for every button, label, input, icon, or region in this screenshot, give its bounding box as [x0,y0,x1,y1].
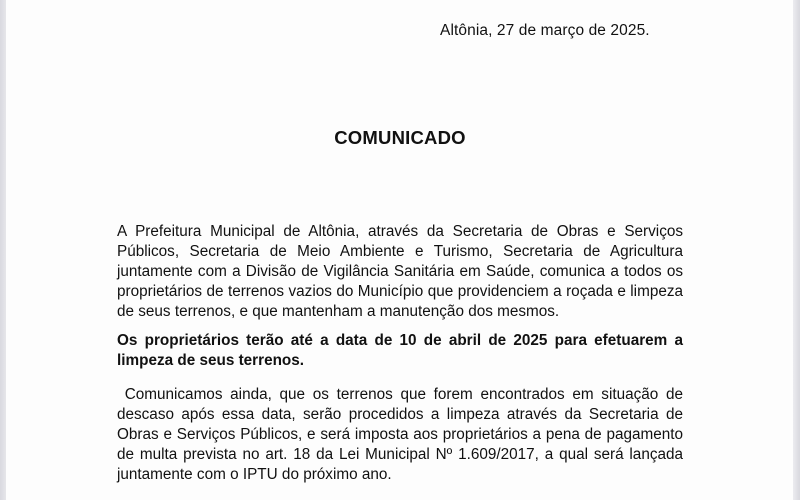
paragraph-penalty: Comunicamos ainda, que os terrenos que forem encontrados em situação de descaso após essa data, serão procedidos a limpeza através da Secretaria de Obras e Serviços Públicos, e será imposta aos proprietários a pena de pagamento de multa prevista no art. 18 da Lei Municipal Nº 1.609/2017, a qual será lançada juntamente com o IPTU do próximo ano. [117,386,683,483]
page-edge-left [0,0,6,500]
paragraph-announcement: A Prefeitura Municipal de Altônia, através da Secretaria de Obras e Serviços Públicos, Secretaria de Meio Ambiente e Turismo, Secretaria de Agricultura juntamente com a Divisão de Vigilância Sanitária em Saúde, comunica a todos os proprietários de terrenos vazios do Município que providenciem a roçada e limpeza de seus terrenos, e que mantenham a manutenção dos mesmos. [117,223,683,320]
paragraph-deadline: Os proprietários terão até a data de 10 de abril de 2025 para efetuarem a limpeza de seus terrenos. [117,332,683,369]
document-title: COMUNICADO [334,127,466,148]
date-line: Altônia, 27 de março de 2025. [440,22,650,39]
page-edge-right [793,0,800,500]
